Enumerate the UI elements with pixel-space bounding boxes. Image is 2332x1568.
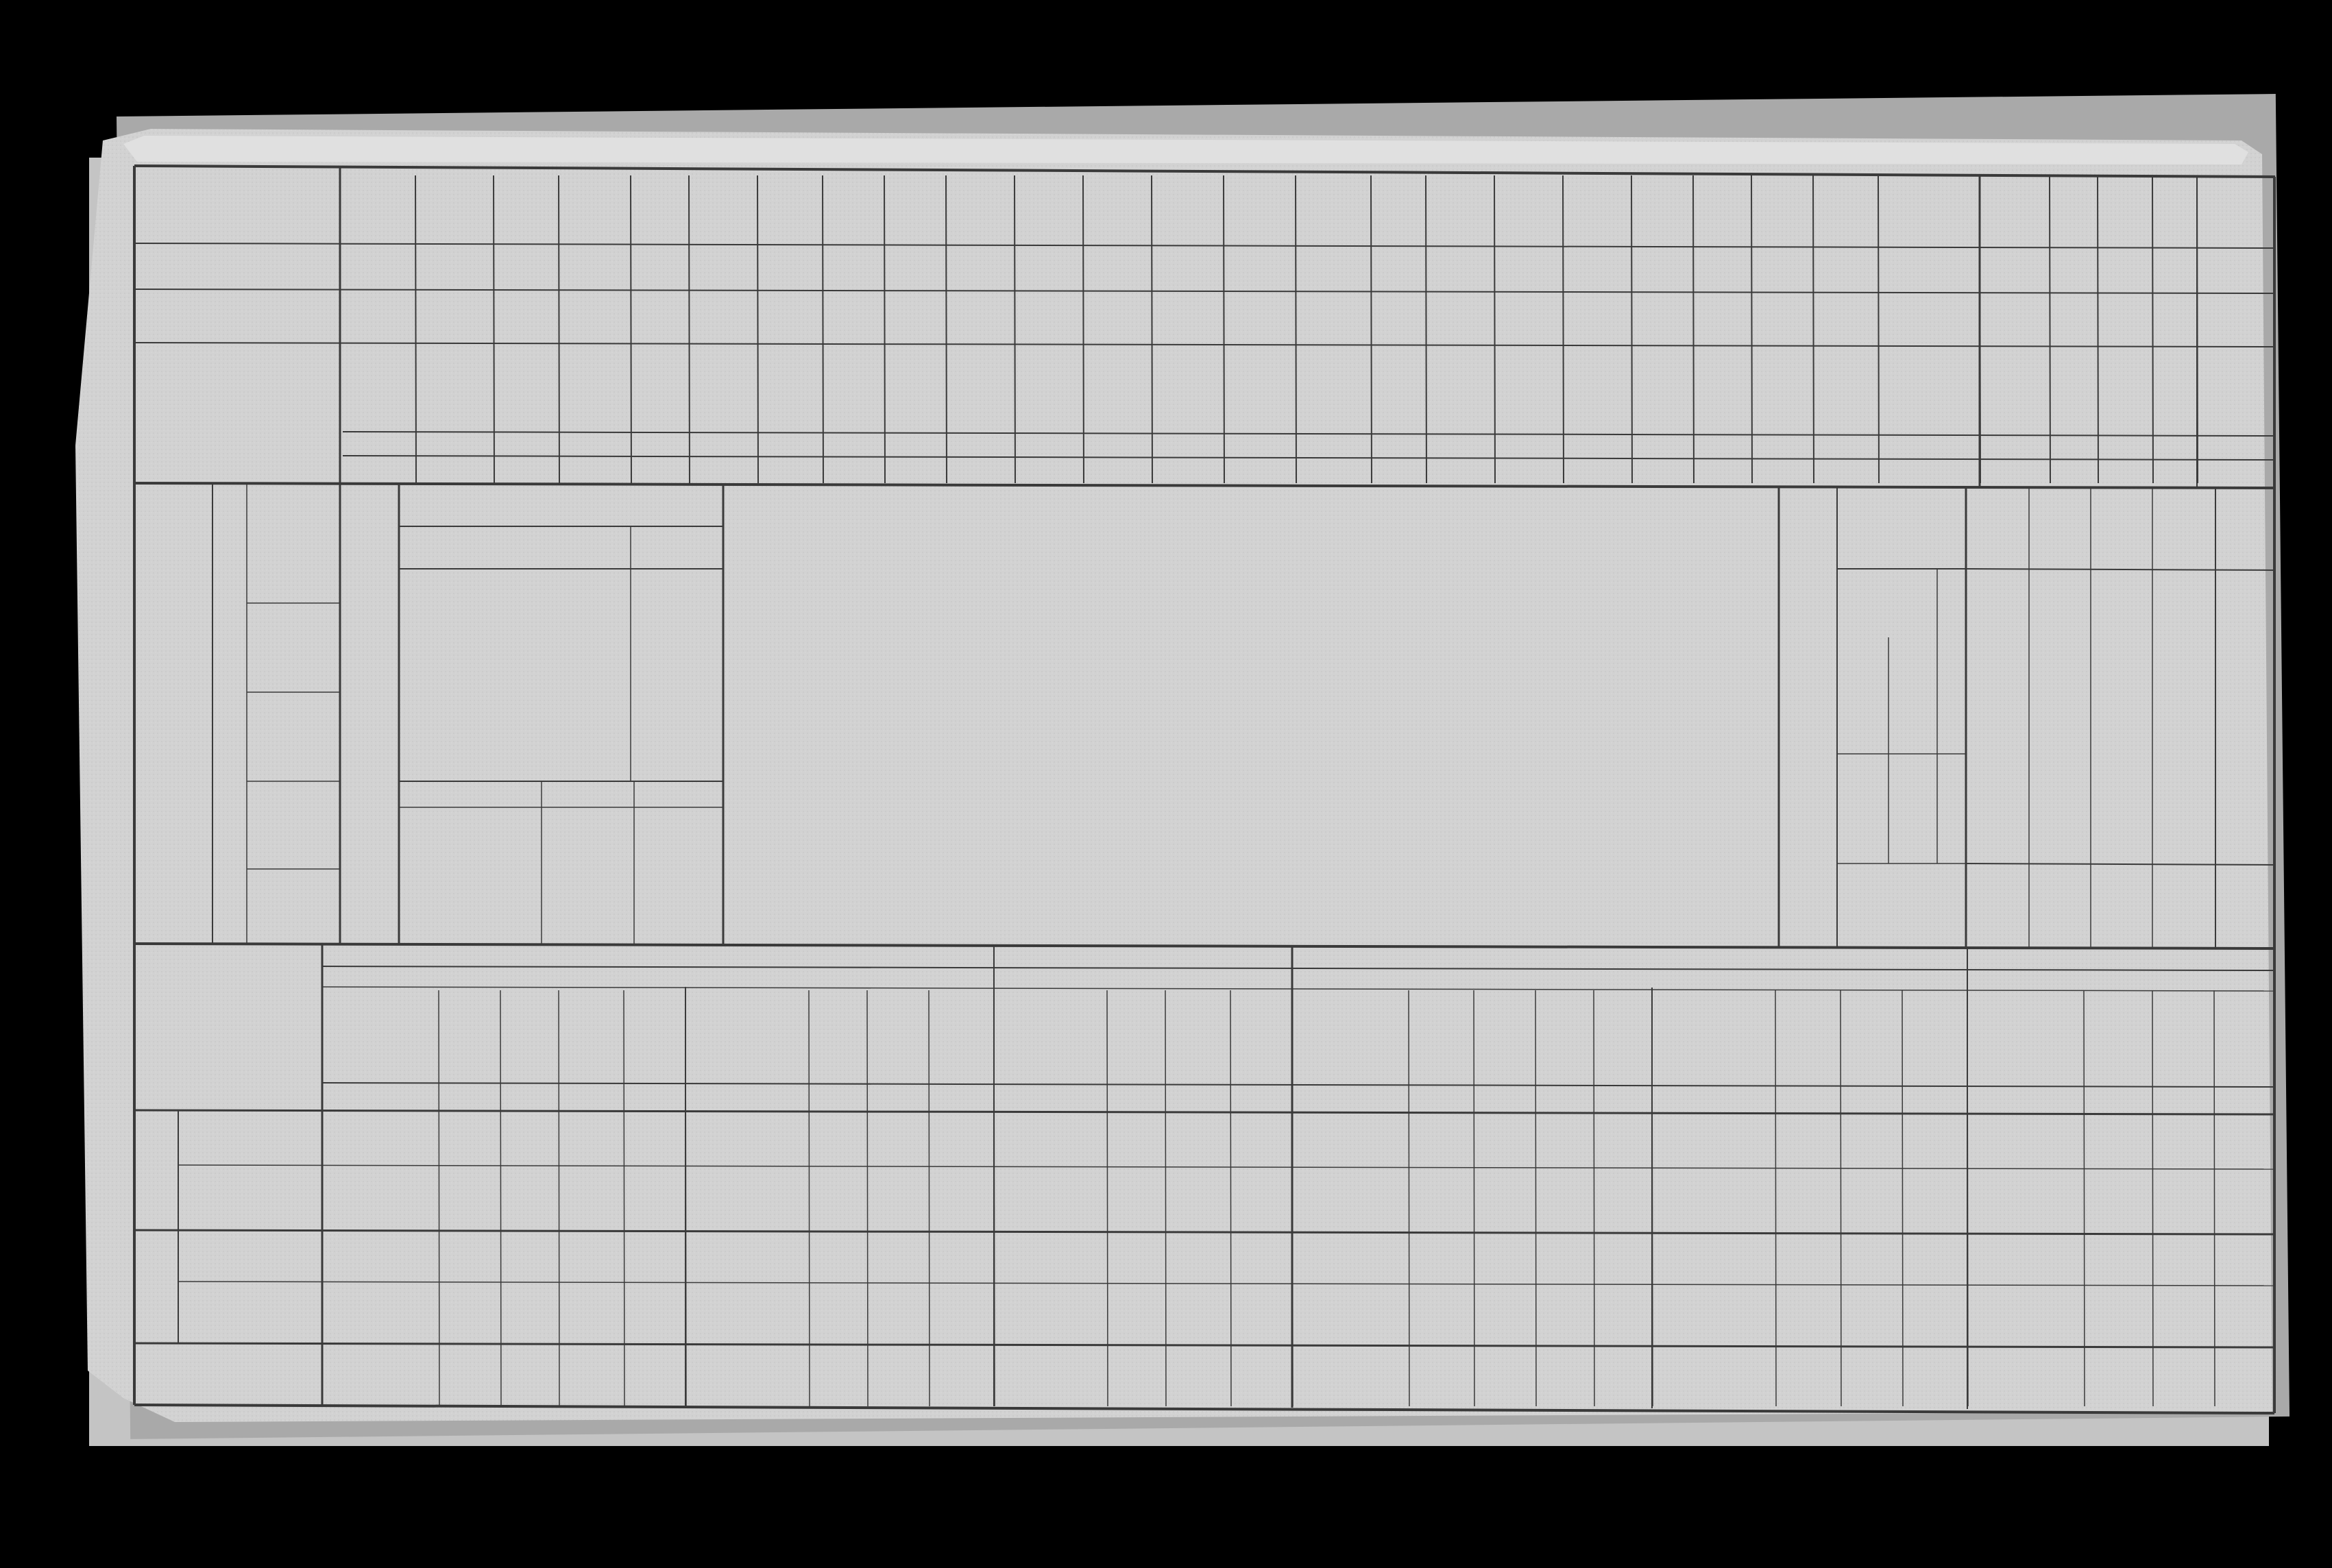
- total-both: [1885, 572, 1919, 634]
- b-head-21: [1920, 997, 1952, 1079]
- rc-bot-4: [2235, 867, 2269, 942]
- rc-bot-0: [1984, 867, 2019, 942]
- b-head-20: [1856, 997, 1888, 1079]
- rc-top-3: [2170, 493, 2204, 562]
- rc-top-4: [2235, 493, 2269, 562]
- b-head-3: [576, 997, 608, 1079]
- rc-bot-2: [2108, 867, 2142, 942]
- b-head-15: [1490, 997, 1521, 1079]
- b-head-4: [640, 997, 671, 1079]
- b-head-25: [2229, 997, 2261, 1079]
- b-head-11: [1183, 997, 1215, 1079]
- b-head-7: [883, 997, 914, 1079]
- b-head-17: [1608, 997, 1640, 1079]
- b-head-16: [1550, 997, 1581, 1079]
- rc-top-2: [2108, 493, 2142, 562]
- not-nadel: [141, 1237, 178, 1340]
- b-head-14: [1426, 997, 1458, 1079]
- b-head-24: [2168, 997, 2200, 1079]
- b-head-12: [1246, 997, 1278, 1079]
- b-head-23: [2103, 997, 2135, 1079]
- b-head-6: [823, 997, 855, 1079]
- b-head-19: [1793, 997, 1825, 1079]
- rc-bot-1: [2046, 867, 2080, 942]
- b-head-8: [947, 997, 978, 1079]
- hired-question: [356, 500, 398, 939]
- m-working: [1895, 754, 1930, 822]
- w-working: [1895, 637, 1930, 706]
- rc-top-0: [1984, 493, 2019, 562]
- rc-bot-3: [2170, 867, 2204, 942]
- rc-top-1: [2046, 493, 2080, 562]
- b-head-1: [454, 997, 486, 1079]
- b-head-2: [515, 997, 546, 1079]
- b-head-10: [1121, 997, 1153, 1079]
- population: [1782, 521, 1830, 932]
- nadel: [141, 1120, 175, 1223]
